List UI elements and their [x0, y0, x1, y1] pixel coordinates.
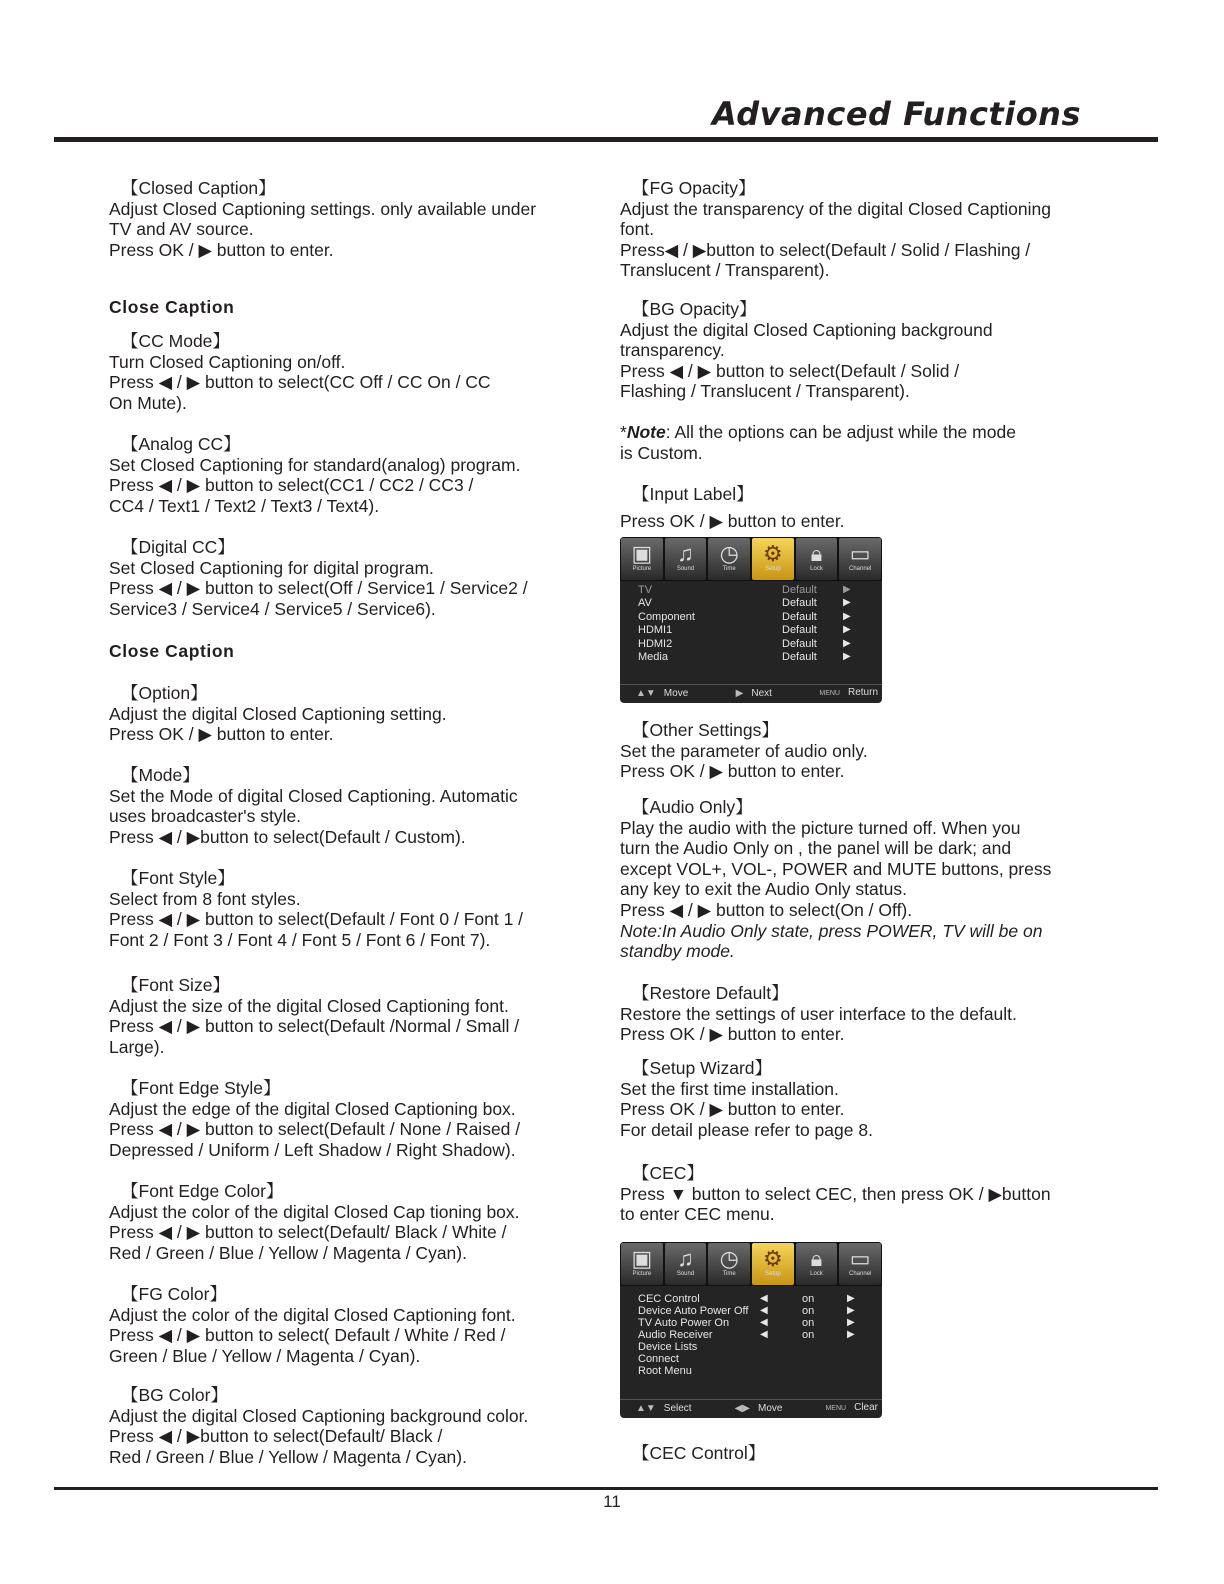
- body-line: Adjust Closed Captioning settings. only available under: [109, 198, 537, 219]
- body-line: Press OK / ▶ button to enter.: [620, 1024, 845, 1045]
- body-line: Press ◀ / ▶ button to select(Default / None / Raised /: [109, 1119, 521, 1140]
- header-rule: [54, 137, 1158, 142]
- lock-icon: 🔒︎: [810, 541, 823, 566]
- section-label: 【Font Size】: [121, 975, 230, 995]
- section-label: 【FG Color】: [121, 1284, 227, 1304]
- osd-tab-picture: ▣ Picture: [621, 1243, 663, 1285]
- osd-row: CEC Control ◀ on ▶: [638, 1289, 872, 1301]
- body-line: Translucent / Transparent).: [620, 260, 830, 281]
- page-number: 11: [603, 1492, 621, 1511]
- clock-icon: ◷: [719, 541, 739, 566]
- osd-tab-channel: ▭ Channel: [839, 1243, 881, 1285]
- osd-row: TV Default ▶: [638, 585, 872, 593]
- right-arrow-icon: ▶: [843, 597, 851, 608]
- note-block: [620, 422, 1115, 463]
- body-line: Press ◀ / ▶button to select(Default / Custom).: [109, 826, 466, 847]
- body-line: Restore the settings of user interface to the default.: [620, 1003, 1017, 1024]
- body-line: turn the Audio Only on , the panel will be dark; and: [620, 838, 1012, 859]
- monitor-icon: ▭: [849, 1246, 871, 1271]
- osd-tab-setup: ⚙ Setup: [752, 1243, 794, 1285]
- body-line: Press ◀ / ▶ button to select(Off / Service1 / Service2 /: [109, 578, 528, 599]
- section-label: 【Closed Caption】: [121, 178, 276, 198]
- input-label-section: [620, 484, 1115, 531]
- section-label: 【BG Color】: [121, 1385, 228, 1405]
- body-line: Set Closed Captioning for standard(analog) program.: [109, 454, 521, 475]
- note-prefix: *: [620, 422, 627, 442]
- bg-color-section: [109, 1385, 609, 1467]
- body-line: Press ◀ / ▶ button to select( Default / White / Red /: [109, 1325, 506, 1346]
- font-edge-style-section: [109, 1078, 609, 1160]
- gear-icon: ⚙: [762, 1246, 783, 1271]
- closed-caption-section: [109, 178, 609, 260]
- page-title: Advanced Functions: [711, 95, 1081, 133]
- audio-only-section: [620, 797, 1115, 962]
- body-line: Press ◀ / ▶button to select(Default/ Black /: [109, 1426, 443, 1447]
- body-line: Set the parameter of audio only.: [620, 740, 868, 761]
- left-arrow-icon: ◀: [760, 1329, 768, 1340]
- body-line: Press ◀ / ▶ button to select(CC Off / CC On / CC: [109, 372, 491, 393]
- right-arrow-icon: ▶: [847, 1317, 855, 1328]
- section-label: 【CEC】: [632, 1163, 704, 1183]
- body-line: Turn Closed Captioning on/off.: [109, 351, 346, 372]
- osd-tab-lock: 🔒︎ Lock: [796, 1243, 838, 1285]
- section-label: 【CEC Control】: [632, 1443, 766, 1463]
- body-line: Font 2 / Font 3 / Font 4 / Font 5 / Font 6 / Font 7).: [109, 929, 491, 950]
- osd-menu-tabs: [620, 537, 882, 581]
- body-line: Set the first time installation.: [620, 1078, 839, 1099]
- music-note-icon: ♫: [677, 541, 694, 566]
- body-line: Press ◀ / ▶ button to select(On / Off).: [620, 899, 913, 920]
- font-edge-color-section: [109, 1181, 609, 1263]
- osd-row: TV Auto Power On ◀ on ▶: [638, 1313, 872, 1325]
- osd-footer-select: ▲▼ Select: [636, 1402, 692, 1414]
- body-line: Press OK / ▶ button to enter.: [620, 510, 845, 531]
- section-label: 【Digital CC】: [121, 537, 235, 557]
- body-line: Depressed / Uniform / Left Shadow / Right Shadow).: [109, 1139, 516, 1160]
- menu-key-icon: MENU: [819, 690, 840, 698]
- input-label-osd-screenshot: [620, 537, 882, 703]
- body-line: any key to exit the Audio Only status.: [620, 879, 907, 900]
- cec-control-section: [620, 1443, 1115, 1464]
- option-section: [109, 683, 609, 745]
- osd-row: Audio Receiver ◀ on ▶: [638, 1325, 872, 1337]
- camera-icon: ▣: [631, 541, 653, 566]
- body-line: Press ▼ button to select CEC, then press OK / ▶button: [620, 1183, 1051, 1204]
- analog-cc-section: [109, 434, 609, 516]
- osd-footer-clear: MENU Clear: [825, 1402, 878, 1414]
- body-line: to enter CEC menu.: [620, 1204, 775, 1225]
- section-label: 【Mode】: [121, 765, 200, 785]
- osd-tab-setup: ⚙ Setup: [752, 538, 794, 580]
- font-size-section: [109, 975, 609, 1057]
- osd-row: Device Auto Power Off ◀ on ▶: [638, 1301, 872, 1313]
- body-line: Press ◀ / ▶ button to select(Default/ Black / White /: [109, 1222, 507, 1243]
- osd-row: HDMI2 Default ▶: [638, 634, 872, 648]
- right-arrow-icon: ▶: [843, 637, 851, 649]
- body-line: Press◀ / ▶button to select(Default / Solid / Flashing /: [620, 239, 1031, 260]
- osd-row: AV Default ▶: [638, 593, 872, 607]
- body-line: font.: [620, 219, 655, 240]
- osd-row: HDMI1 Default ▶: [638, 620, 872, 634]
- body-line: Set the Mode of digital Closed Captioning. Automatic: [109, 785, 518, 806]
- section-label: 【Font Edge Style】: [121, 1078, 281, 1098]
- osd-cec-list: [638, 1289, 872, 1377]
- body-line: Large).: [109, 1036, 165, 1057]
- right-arrow-icon: ▶: [843, 585, 851, 593]
- osd-tab-time: ◷ Time: [708, 538, 750, 580]
- left-arrow-icon: ◀: [760, 1293, 768, 1304]
- font-style-section: [109, 868, 609, 950]
- left-arrow-icon: ◀: [760, 1305, 768, 1316]
- camera-icon: ▣: [631, 1246, 653, 1271]
- body-line: Press ◀ / ▶ button to select(Default / Solid /: [620, 360, 960, 381]
- fg-color-section: [109, 1284, 609, 1366]
- section-label: 【Font Edge Color】: [121, 1181, 284, 1201]
- section-label: 【Input Label】: [632, 484, 754, 504]
- note-label: Note: [626, 422, 666, 442]
- body-line: Select from 8 font styles.: [109, 888, 301, 909]
- osd-footer-next: ▶ Next: [735, 687, 772, 699]
- body-line: Press ◀ / ▶ button to select(Default / Font 0 / Font 1 /: [109, 909, 524, 930]
- bg-opacity-section: [620, 299, 1115, 402]
- right-arrow-icon: ▶: [847, 1329, 855, 1340]
- setup-wizard-section: [620, 1058, 1115, 1140]
- body-line: Set Closed Captioning for digital program.: [109, 557, 434, 578]
- osd-footer-move: ▲▼ Move: [636, 687, 689, 699]
- cec-section: [620, 1163, 1115, 1225]
- osd-tab-time: ◷ Time: [708, 1243, 750, 1285]
- right-arrow-icon: ▶: [843, 651, 851, 662]
- menu-key-icon: MENU: [825, 1405, 847, 1413]
- body-line: Adjust the size of the digital Closed Captioning font.: [109, 995, 509, 1016]
- cec-osd-screenshot: [620, 1242, 882, 1418]
- osd-input-list: [638, 585, 872, 661]
- osd-tab-sound: ♫ Sound: [665, 538, 707, 580]
- body-line: Flashing / Translucent / Transparent).: [620, 381, 910, 402]
- body-line: Adjust the digital Closed Captioning setting.: [109, 703, 447, 724]
- osd-footer: [620, 1399, 882, 1418]
- body-line: Press OK / ▶ button to enter.: [620, 761, 845, 782]
- right-arrow-icon: ▶: [843, 610, 851, 622]
- section-heading: Close Caption: [109, 297, 235, 317]
- body-line: Press OK / ▶ button to enter.: [620, 1099, 845, 1120]
- right-arrow-icon: ▶: [847, 1293, 855, 1304]
- updown-keys-icon: ▲▼: [636, 1402, 656, 1414]
- body-line: TV and AV source.: [109, 219, 254, 240]
- body-line: For detail please refer to page 8.: [620, 1119, 873, 1140]
- left-arrow-icon: ◀: [760, 1317, 768, 1328]
- osd-row: Media Default ▶: [638, 647, 872, 661]
- section-label: 【BG Opacity】: [632, 299, 757, 319]
- osd-row: Component Default ▶: [638, 607, 872, 621]
- fg-opacity-section: [620, 178, 1115, 281]
- body-line: uses broadcaster's style.: [109, 806, 302, 827]
- note-text: is Custom.: [620, 442, 703, 463]
- osd-tab-sound: ♫ Sound: [665, 1243, 707, 1285]
- osd-menu-tabs: [620, 1242, 882, 1286]
- lock-icon: 🔒︎: [810, 1246, 823, 1271]
- monitor-icon: ▭: [849, 541, 871, 566]
- body-line: Green / Blue / Yellow / Magenta / Cyan).: [109, 1345, 421, 1366]
- digital-cc-section: [109, 537, 609, 619]
- leftright-keys-icon: ◀▶: [734, 1402, 750, 1414]
- body-line: Press ◀ / ▶ button to select(CC1 / CC2 / CC3 /: [109, 475, 474, 496]
- section-label: 【Font Style】: [121, 868, 235, 888]
- body-line: transparency.: [620, 340, 725, 361]
- section-label: 【Restore Default】: [632, 983, 789, 1003]
- body-line: Red / Green / Blue / Yellow / Magenta / Cyan).: [109, 1242, 467, 1263]
- osd-tab-picture: ▣ Picture: [621, 538, 663, 580]
- music-note-icon: ♫: [677, 1246, 694, 1271]
- body-line: except VOL+, VOL-, POWER and MUTE buttons, press: [620, 858, 1052, 879]
- body-line: Service3 / Service4 / Service5 / Service6).: [109, 598, 436, 619]
- section-label: 【FG Opacity】: [632, 178, 756, 198]
- body-line: Red / Green / Blue / Yellow / Magenta / Cyan).: [109, 1446, 467, 1467]
- osd-footer-return: MENU Return: [819, 687, 878, 699]
- section-heading: Close Caption: [109, 641, 235, 661]
- updown-keys-icon: ▲▼: [636, 687, 656, 699]
- body-line: Adjust the digital Closed Captioning background color.: [109, 1405, 529, 1426]
- section-label: 【Option】: [121, 683, 208, 703]
- mode-section: [109, 765, 609, 847]
- body-line: Press OK / ▶ button to enter.: [109, 724, 334, 745]
- osd-footer-move: ◀▶ Move: [734, 1402, 783, 1414]
- body-line: Play the audio with the picture turned off. When you: [620, 817, 1021, 838]
- osd-tab-channel: ▭ Channel: [839, 538, 881, 580]
- footer-rule: [54, 1487, 1158, 1490]
- body-line: On Mute).: [109, 392, 187, 413]
- section-label: 【Audio Only】: [632, 797, 753, 817]
- section-label: 【Other Settings】: [632, 720, 779, 740]
- gear-icon: ⚙: [762, 541, 783, 566]
- body-line: Adjust the color of the digital Closed Cap tioning box.: [109, 1201, 520, 1222]
- osd-row: Device Lists: [638, 1341, 698, 1353]
- osd-footer: [620, 684, 882, 703]
- restore-default-section: [620, 983, 1115, 1045]
- body-line: Adjust the color of the digital Closed Captioning font.: [109, 1304, 516, 1325]
- section-label: 【Analog CC】: [121, 434, 241, 454]
- osd-row: Connect: [638, 1353, 679, 1365]
- section-label: 【Setup Wizard】: [632, 1058, 773, 1078]
- body-line: CC4 / Text1 / Text2 / Text3 / Text4).: [109, 495, 380, 516]
- body-line: Adjust the transparency of the digital Closed Captioning: [620, 198, 1051, 219]
- body-line: Adjust the digital Closed Captioning background: [620, 319, 993, 340]
- note-line: standby mode.: [620, 941, 735, 962]
- cc-mode-section: [109, 331, 609, 413]
- other-settings-section: [620, 720, 1115, 782]
- right-arrow-icon: ▶: [843, 624, 851, 635]
- osd-tab-lock: 🔒︎ Lock: [796, 538, 838, 580]
- note-line: Note:In Audio Only state, press POWER, TV will be on: [620, 920, 1043, 941]
- section-label: 【CC Mode】: [121, 331, 230, 351]
- body-line: Press ◀ / ▶ button to select(Default /Normal / Small /: [109, 1016, 520, 1037]
- note-text: : All the options can be adjust while the mode: [665, 422, 1016, 442]
- osd-row: Root Menu: [638, 1365, 692, 1377]
- right-arrow-icon: ▶: [847, 1305, 855, 1316]
- body-line: Press OK / ▶ button to enter.: [109, 239, 334, 260]
- right-key-icon: ▶: [735, 687, 744, 699]
- body-line: Adjust the edge of the digital Closed Captioning box.: [109, 1098, 516, 1119]
- clock-icon: ◷: [719, 1246, 739, 1271]
